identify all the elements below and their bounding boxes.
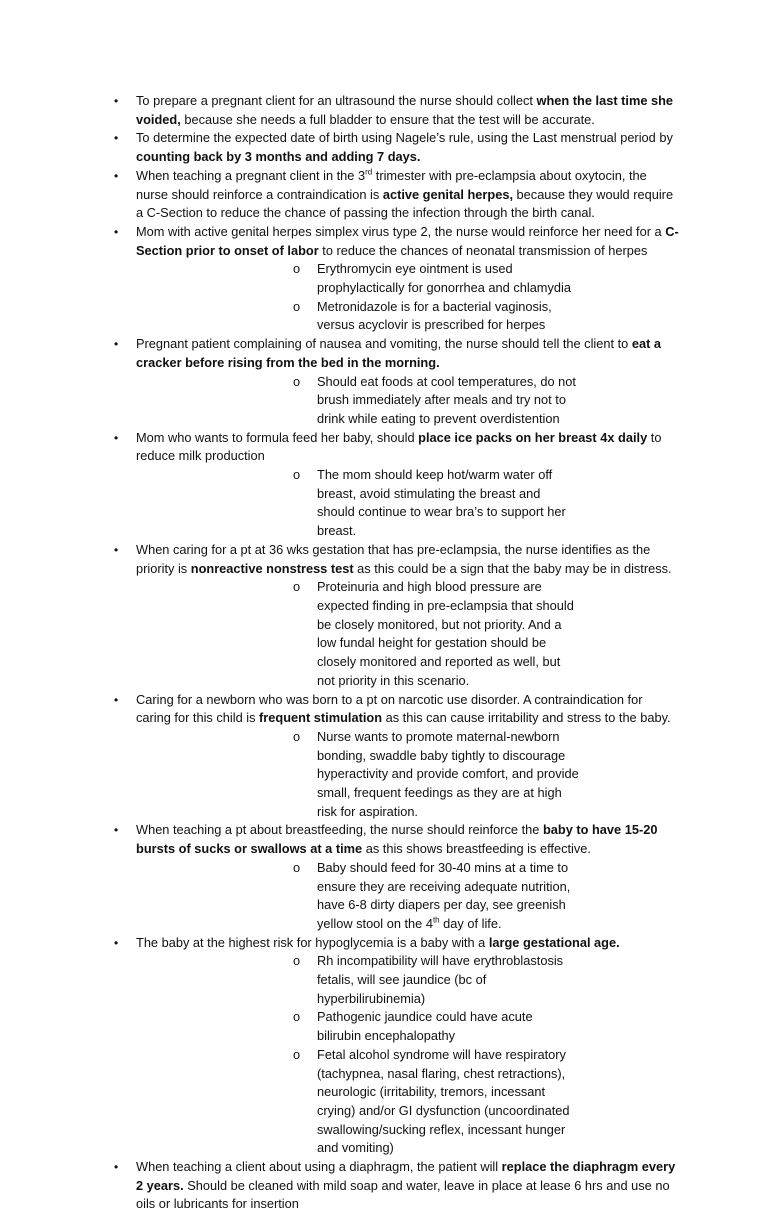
text-segment: day of life. bbox=[439, 915, 502, 931]
text-segment: Should be cleaned with mild soap and water, leave in place at lease 6 hrs and use no oils or lubricants for insertion bbox=[136, 1177, 670, 1212]
bullet-text bbox=[136, 130, 673, 164]
bullet-text bbox=[136, 935, 620, 950]
text-segment: Fetal alcohol syndrome will have respiratory (tachypnea, nasal flaring, chest retractions), neurologic (irritability, tremors, incessant crying) and/or GI dysfunction (uncoordinated swallowing/sucking reflex, incessant hunger and vomiting) bbox=[317, 1046, 570, 1156]
bold-text: C-Section prior to onset of labor bbox=[136, 223, 679, 258]
bullet-icon: • bbox=[114, 542, 119, 557]
sub-bullet-item bbox=[136, 859, 680, 934]
sub-bullet-text bbox=[317, 467, 566, 538]
sub-bullet-text bbox=[317, 953, 563, 1005]
bullet-icon: • bbox=[114, 430, 119, 445]
hollow-circle-bullet-icon: o bbox=[293, 467, 301, 483]
bold-text: counting back by 3 months and adding 7 days. bbox=[136, 149, 421, 165]
sub-bullet-item bbox=[136, 1046, 680, 1158]
bold-text: baby to have 15-20 bursts of sucks or swallows at a time bbox=[136, 822, 658, 857]
sub-bullet-text bbox=[317, 1009, 533, 1043]
bold-text: replace the diaphragm every 2 years. bbox=[136, 1159, 676, 1193]
bullet-icon: • bbox=[114, 692, 119, 707]
text-segment: Nurse wants to promote maternal-newborn bonding, swaddle baby tightly to discourage hyperactivity and provide comfort, and provide small, frequent feedings as they are at high risk for aspiration. bbox=[317, 728, 579, 819]
bold-text: place ice packs on her breast 4x daily bbox=[418, 429, 648, 445]
hollow-circle-bullet-icon: o bbox=[293, 1046, 301, 1062]
text-segment: Pathogenic jaundice could have acute bilirubin encephalopathy bbox=[317, 1009, 533, 1044]
bullet-text bbox=[136, 336, 661, 370]
text-segment: The mom should keep hot/warm water off breast, avoid stimulating the breast and should continue to wear bra’s to support her breast. bbox=[317, 467, 566, 539]
hollow-circle-bullet-icon: o bbox=[293, 298, 301, 314]
bullet-icon: • bbox=[114, 935, 119, 950]
text-segment: When caring for a pt at 36 wks gestation that has pre-eclampsia, the nurse identifies as the priority is bbox=[136, 541, 651, 576]
bold-text: eat a cracker before rising from the bed in the morning. bbox=[136, 336, 662, 370]
text-segment: as this shows breastfeeding is effective. bbox=[362, 841, 591, 857]
sub-list bbox=[136, 466, 680, 541]
sub-bullet-item bbox=[136, 1008, 680, 1045]
sub-bullet-text bbox=[317, 299, 552, 333]
text-segment: When teaching a client about using a diaphragm, the patient will bbox=[136, 1159, 502, 1175]
text-segment: Caring for a newborn who was born to a pt on narcotic use disorder. A contraindication for caring for this child is bbox=[136, 691, 643, 726]
bold-text: frequent stimulation bbox=[259, 710, 383, 726]
bullet-text bbox=[136, 224, 679, 258]
bullet-icon: • bbox=[114, 1160, 119, 1175]
sub-bullet-text bbox=[317, 579, 574, 688]
hollow-circle-bullet-icon: o bbox=[293, 859, 301, 875]
sub-bullet-text bbox=[317, 860, 570, 931]
bullet-item bbox=[0, 821, 768, 933]
bullet-icon: • bbox=[114, 823, 119, 838]
text-segment: because they would require a C-Section to reduce the chance of passing the infection through the birth canal. bbox=[136, 186, 674, 221]
text-segment: To prepare a pregnant client for an ultrasound the nurse should collect bbox=[136, 93, 537, 108]
sub-bullet-item bbox=[136, 373, 680, 429]
sub-bullet-text bbox=[317, 374, 576, 426]
bullet-icon: • bbox=[114, 131, 119, 146]
bullet-icon: • bbox=[114, 224, 119, 239]
text-segment: Baby should feed for 30-40 mins at a time to ensure they are receiving adequate nutrition, have 6-8 dirty diapers per day, see greenish yellow stool on the 4 bbox=[317, 859, 571, 931]
text-segment: to reduce milk production bbox=[136, 429, 662, 464]
bullet-item bbox=[0, 223, 768, 335]
bullet-text bbox=[136, 93, 673, 127]
text-segment: as this can cause irritability and stress to the baby. bbox=[382, 710, 671, 726]
bold-text: large gestational age. bbox=[488, 934, 620, 950]
hollow-circle-bullet-icon: o bbox=[293, 579, 301, 595]
bold-text: active genital herpes, bbox=[382, 186, 513, 202]
bullet-item bbox=[0, 691, 768, 822]
bullet-item bbox=[0, 934, 768, 1158]
hollow-circle-bullet-icon: o bbox=[293, 1009, 301, 1025]
text-segment: Pregnant patient complaining of nausea and vomiting, the nurse should tell the client to bbox=[136, 336, 632, 352]
bullet-text bbox=[136, 822, 657, 856]
superscript-text: rd bbox=[365, 167, 373, 177]
sub-list bbox=[136, 260, 680, 335]
sub-bullet-text bbox=[317, 729, 579, 819]
sub-bullet-item bbox=[136, 466, 680, 541]
text-segment: Mom with active genital herpes simplex virus type 2, the nurse would reinforce her need for a bbox=[136, 223, 666, 239]
bullet-text bbox=[136, 1159, 675, 1211]
bullet-item bbox=[0, 335, 768, 429]
bullet-item bbox=[0, 129, 768, 166]
notes-list bbox=[0, 92, 768, 1214]
sub-bullet-item bbox=[136, 578, 680, 690]
superscript-text: th bbox=[432, 915, 440, 925]
bold-text: nonreactive nonstress test bbox=[190, 560, 354, 576]
sub-bullet-item bbox=[136, 260, 680, 297]
text-segment: Should eat foods at cool temperatures, do not brush immediately after meals and try not to drink while eating to prevent overdistention bbox=[317, 373, 576, 426]
text-segment: The baby at the highest risk for hypoglycemia is a baby with a bbox=[136, 934, 489, 950]
hollow-circle-bullet-icon: o bbox=[293, 953, 301, 969]
bullet-icon: • bbox=[114, 337, 119, 352]
text-segment: to reduce the chances of neonatal transmission of herpes bbox=[318, 242, 648, 258]
bullet-icon: • bbox=[114, 94, 119, 108]
bullet-text bbox=[136, 692, 671, 726]
hollow-circle-bullet-icon: o bbox=[293, 261, 301, 277]
text-segment: Erythromycin eye ointment is used prophylactically for gonorrhea and chlamydia bbox=[317, 261, 571, 296]
text-segment: Proteinuria and high blood pressure are expected finding in pre-eclampsia that should be closely monitored, but not priority. And a low fundal height for gestation should be closely monitored and reported as well, but not priority in this scenario. bbox=[317, 579, 574, 688]
sub-bullet-text bbox=[317, 1047, 570, 1156]
sub-list bbox=[136, 578, 680, 690]
sub-bullet-item bbox=[136, 952, 680, 1008]
sub-list bbox=[136, 728, 680, 822]
text-segment: trimester with pre-eclampsia about oxytocin, the nurse should reinforce a contraindication is bbox=[136, 167, 647, 202]
bullet-icon: • bbox=[114, 168, 119, 183]
sub-list bbox=[136, 859, 680, 934]
bullet-item bbox=[0, 92, 768, 129]
text-segment: because she needs a full bladder to ensure that the test will be accurate. bbox=[180, 111, 595, 127]
bullet-item bbox=[0, 167, 768, 223]
text-segment: Rh incompatibility will have erythroblastosis fetalis, will see jaundice (bc of hyperbilirubinemia) bbox=[317, 953, 564, 1006]
sub-bullet-item bbox=[136, 298, 680, 335]
sub-bullet-item bbox=[136, 728, 680, 822]
bullet-item bbox=[0, 541, 768, 691]
text-segment: When teaching a pregnant client in the 3 bbox=[136, 167, 366, 183]
bullet-item bbox=[0, 429, 768, 541]
sub-list bbox=[136, 952, 680, 1158]
sub-bullet-text bbox=[317, 261, 571, 295]
bullet-text bbox=[136, 542, 672, 576]
text-segment: Metronidazole is for a bacterial vaginosis, versus acyclovir is prescribed for herpes bbox=[317, 298, 552, 333]
text-segment: To determine the expected date of birth using Nagele’s rule, using the Last menstrual period by bbox=[136, 130, 673, 146]
text-segment: Mom who wants to formula feed her baby, should bbox=[136, 429, 419, 445]
hollow-circle-bullet-icon: o bbox=[293, 373, 301, 389]
bullet-text bbox=[136, 430, 661, 464]
text-segment: When teaching a pt about breastfeeding, the nurse should reinforce the bbox=[136, 822, 543, 838]
text-segment: as this could be a sign that the baby may be in distress. bbox=[353, 560, 672, 576]
bullet-text bbox=[136, 168, 673, 220]
sub-list bbox=[136, 373, 680, 429]
hollow-circle-bullet-icon: o bbox=[293, 728, 301, 744]
bullet-item bbox=[0, 1158, 768, 1214]
bold-text: when the last time she voided, bbox=[136, 93, 674, 127]
